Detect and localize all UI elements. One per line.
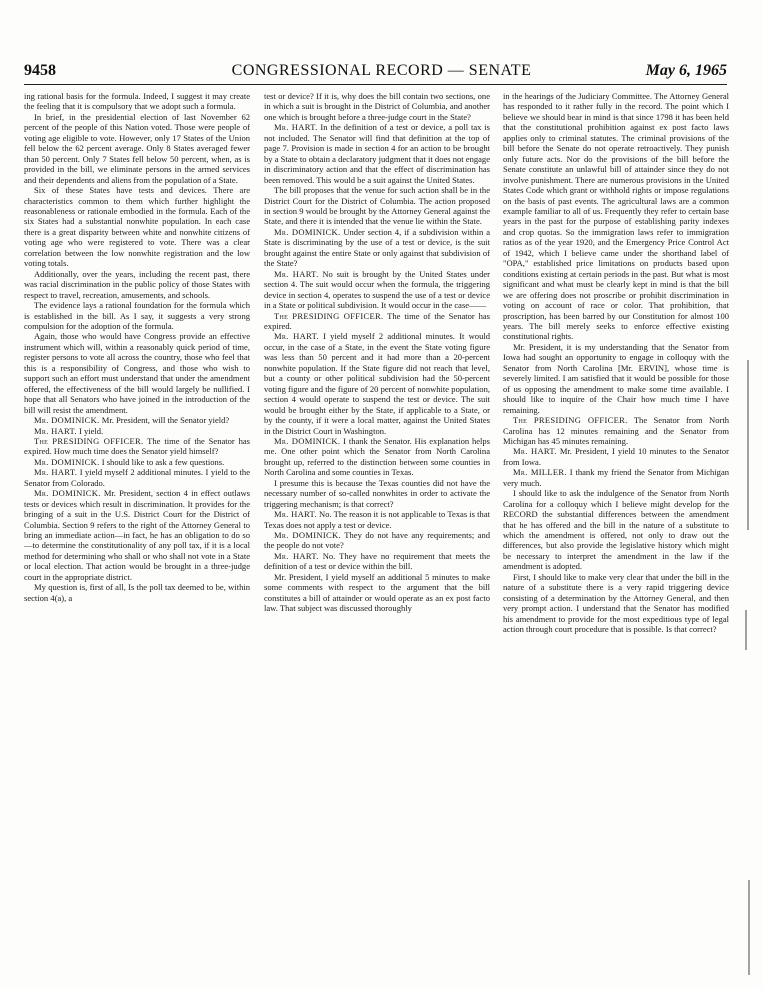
paragraph-text: The time of the Senator has expired.	[264, 310, 490, 331]
paragraph	[503, 446, 729, 467]
paragraph	[264, 311, 490, 332]
paragraph-text: I presume this is because the Texas counties did not have the necessary number of so-called nonwhites in order to activate the triggering mechanism; is that correct?	[264, 477, 490, 509]
paragraph-text: First, I should like to make very clear that under the bill in the nature of a substitute there is a very rapid triggering device consisting of a determination by the Attorney General, and then very prompt action. I understand that the Senator has modified his amendment to provide for the most expeditious type of legal action through court procedure that is possible. Is that correct?	[503, 571, 729, 635]
paragraph	[264, 551, 490, 572]
paragraph-text: Mr. President, I yield myself an additional 5 minutes to make some comments with respect to the argument that the bill constitutes a bill of attainder or would operate as an ex post facto law. That subject was discussed thoroughly	[264, 571, 490, 614]
speaker-name: Mr. DOMINICK.	[34, 456, 100, 467]
paragraph-text: No. The reason it is not applicable to Texas is that Texas does not apply a test or device.	[264, 509, 490, 530]
paragraph	[503, 415, 729, 446]
paragraph-text: In the definition of a test or device, a poll tax is not included. The Senator will find that definition at the top of page 7. Provision is made in section 4 for an action to be brought by a State to obtain a declaratory judgment that it does not engage in discriminatory action and that the effect of discrimination has been removed. This would be a suit against the United States.	[264, 122, 490, 185]
paragraph	[264, 436, 490, 478]
paragraph	[264, 478, 490, 509]
scan-mark	[745, 610, 747, 650]
paragraph	[24, 331, 250, 415]
paragraph	[24, 436, 250, 457]
margin-scan-marks	[741, 360, 755, 980]
paragraph	[264, 227, 490, 269]
paragraph	[24, 300, 250, 331]
speaker-name: Mr. HART.	[274, 509, 317, 520]
paragraph	[24, 467, 250, 488]
paragraph	[24, 488, 250, 582]
paragraph-text: Mr. President, I yield 10 minutes to the Senator from Iowa.	[503, 446, 729, 467]
speaker-name: Mr. MILLER.	[513, 467, 567, 478]
paragraph	[264, 572, 490, 614]
text-column-2	[264, 91, 490, 971]
paragraph	[24, 112, 250, 185]
paragraph	[24, 415, 250, 425]
text-column-1	[24, 91, 250, 971]
paragraph	[24, 269, 250, 300]
paragraph	[503, 467, 729, 488]
paragraph	[264, 509, 490, 530]
paragraph-text: They do not have any requirements; and the people do not vote?	[264, 530, 490, 551]
paragraph	[503, 572, 729, 635]
paragraph-text: The Senator from North Carolina has 12 minutes remaining and the Senator from Michigan has 45 minutes remaining.	[503, 415, 729, 446]
paragraph	[503, 342, 729, 415]
paragraph-text: I yield.	[78, 425, 104, 436]
header-rule	[24, 84, 727, 85]
paragraph-text: My question is, first of all, Is the poll tax deemed to be, within section 4(a), a	[24, 582, 250, 603]
paragraph-text: ing rational basis for the formula. Indeed, I suggest it may create the feeling that it is compulsory that we adopt such a formula.	[24, 91, 250, 112]
text-column-3	[503, 91, 729, 971]
paragraph-text: Six of these States have tests and devices. There are characteristics common to them which further highlight the reasonableness or rationale embodied in the formula. Each of the six States had a substantial nonwhite population. In each case there is a great disparity between white and nonwhite citizens of voting age who were registered to vote. There was a clear correlation between the low nonwhite registration and the low voting totals.	[24, 185, 250, 269]
speaker-name: Mr. HART.	[274, 331, 319, 342]
paragraph-text: I yield myself 2 additional minutes. It would occur, in the case of a State, in the event the State voting figure was less than 50 percent and it had more than a 20-percent nonwhite population. If the State figure did not reach that level, but a county or other political subdivision had the 50-percent voting figure and the figure of 20 percent of nonwhite population, section 4 would operate to suspend the test or device. The suit would be brought either by the State, if applicable to a State, or by the county, if it were a local matter, against the United States in the District Court in Washington.	[264, 331, 490, 436]
paragraph-text: The time of the Senator has expired. How much time does the Senator yield himself?	[24, 435, 250, 457]
paragraph-text: Again, those who would have Congress provide an effective instrument which will, within a reasonably quick period of time, register persons to vote all across the country, those who feel that this is a responsibility of Congress, and those who wish to support such an effort must understand that under the amendment offered, the effectiveness of the bill would largely be nullified. I hope that all Senators who have joined in the introduction of the bill will resist the amendment.	[24, 331, 250, 415]
speaker-name: Mr. HART.	[34, 425, 77, 436]
paragraph-text: test or device? If it is, why does the bill contain two sections, one in which a suit is brought in the District of Columbia, and another one which is brought before a three-judge court in the State?	[264, 91, 490, 122]
paragraph-text: The bill proposes that the venue for such action shall be in the District Court for the District of Columbia. The action proposed in section 9 would be brought by the Attorney General against the State, and there it is intended that the venue lie within the State.	[264, 185, 490, 227]
paragraph-text: No. They have no requirement that meets the definition of a test or device within the bill.	[264, 550, 490, 572]
speaker-name: Mr. DOMINICK.	[34, 488, 101, 499]
speaker-name: Mr. DOMINICK.	[34, 415, 100, 426]
speaker-name: Mr. HART.	[274, 268, 319, 279]
speaker-name: Mr. HART.	[274, 122, 318, 133]
paragraph	[24, 426, 250, 436]
paragraph	[24, 185, 250, 269]
paragraph-text: I should like to ask a few questions.	[101, 456, 225, 467]
paragraph-text: Mr. President, section 4 in effect outlaws tests or devices which result in discrimination. It provides for the bringing of a suit in the U.S. District Court for the District of Columbia. Section 9 refers to the right of the Attorney General to bring an immediate action—in fact, he has an obligation to do so—to determine the constitutionality of any poll tax, if it is a local method for determining who shall or who shall not vote in a State or local election. That action would be brought in a three-judge court in the appropriate district.	[24, 488, 250, 582]
speaker-name: Mr. HART.	[274, 550, 319, 561]
paragraph	[264, 91, 490, 122]
speaker-name: Mr. HART.	[513, 446, 557, 457]
running-head	[0, 62, 763, 86]
scan-mark	[747, 360, 749, 530]
speaker-name: Mr. DOMINICK.	[274, 226, 341, 237]
speaker-name: The PRESIDING OFFICER.	[34, 435, 144, 446]
paragraph	[264, 269, 490, 311]
speaker-name: Mr. HART.	[34, 467, 78, 478]
paragraph-text: In brief, in the presidential election of last November 62 percent of the people of this Nation voted. Those were people of voting age eligible to vote. However, only 17 States of the Union fell below the 62 percent average. Only 8 States averaged fewer than 50 percent. Only 7 States fell below 50 percent, when, as is provided in the bill, we eliminate persons in the armed services and their dependents and aliens from the population of a State.	[24, 111, 250, 185]
paragraph	[264, 122, 490, 185]
paragraph-text: Mr. President, will the Senator yield?	[101, 415, 230, 426]
paragraph	[264, 530, 490, 551]
paragraph-text: in the hearings of the Judiciary Committee. The Attorney General has responded to it rather fully in the record. The point which I believe we should bear in mind is that since 1798 it has been held that the constitutional prohibition against ex post facto laws applies only to criminal statutes. The criminal provisions of the bill before the Senate do not operate retroactively. They punish only future acts. Nor do the provisions of the bill before the Senate constitute an unlawful bill of attainder since they do not involve punishment. There are numerous provisions in the United States Code which grant or withhold rights or impose regulations on the basis of past events. The agricultural laws are a common example familiar to all of us. Frequently they refer to certain base years in the past for the purpose of establishing parity indexes and crop quotas. So the immigration laws refer to immigration ratios as of the year 1920, and the Emergency Price Control Act of 1942, which I believe came under the shorthand label of "OPA," established price limitations on products based upon conditions existing at certain periods in the past. But what is most significant and what must be clearly kept in mind is that the bill we are offering does not proscribe or prohibit discrimination in voting on account of race or color. That prohibition, that proscription, has been barred by our Constitution for almost 100 years. The bill merely seeks to enforce effective existing constitutional rights.	[503, 91, 729, 342]
paragraph-text: I yield myself 2 additional minutes. I yield to the Senator from Colorado.	[24, 467, 250, 488]
paragraph	[24, 91, 250, 112]
paragraph-text: I thank my friend the Senator from Michigan very much.	[503, 467, 729, 488]
speaker-name: Mr. DOMINICK.	[274, 435, 341, 446]
paragraph	[264, 331, 490, 436]
paragraph-text: I thank the Senator. His explanation helps me. One other point which the Senator from North Carolina brought up, referred to the distinction between some counties in North Carolina and some counties in Texas.	[264, 435, 490, 478]
paragraph	[503, 91, 729, 342]
paragraph-text: I should like to ask the indulgence of the Senator from North Carolina for a colloquy which I believe might develop for the RECORD the substantial differences between the amendment that he has offered and the bill in the nature of a substitute to which the amendment is offered, not only to draw out the differences, but also provide the legislative history which might be necessary to interpret the amendment in the law if the amendment is adopted.	[503, 488, 729, 572]
paragraph-text: The evidence lays a rational foundation for the formula which is established in the bill. As I say, it suggests a very strong compulsion for the adoption of the formula.	[24, 300, 250, 331]
paragraph-text: No suit is brought by the United States under section 4. The suit would occur when the formula, the triggering device in section 4, operates to suspend the use of a test or device in a State or political subdivision. It would occur in the case——	[264, 268, 490, 311]
paragraph-text: Additionally, over the years, including the recent past, there was racial discrimination in the public policy of those States with respect to travel, recreation, amusements, and schools.	[24, 268, 250, 300]
issue-date: May 6, 1965	[645, 62, 727, 79]
paragraph	[264, 185, 490, 227]
journal-title: CONGRESSIONAL RECORD — SENATE	[231, 62, 532, 79]
speaker-name: The PRESIDING OFFICER.	[274, 310, 384, 321]
paragraph	[24, 582, 250, 603]
page-number: 9458	[24, 62, 56, 79]
paragraph	[24, 457, 250, 467]
paragraph	[503, 488, 729, 572]
speaker-name: The PRESIDING OFFICER.	[513, 415, 628, 426]
paragraph-text: Under section 4, if a subdivision within a State is discriminating by the use of a test or device, is the suit brought against the entire State or only against that subdivision of the State?	[264, 226, 490, 269]
speaker-name: Mr. DOMINICK.	[274, 530, 341, 541]
scan-mark	[748, 880, 750, 975]
paragraph-text: Mr. President, it is my understanding that the Senator from Iowa had sought an opportunity to engage in colloquy with the Senator from North Carolina [Mr. ERVIN], whose time is severely limited. I am satisfied that it would be possible for those of us opposing the amendment to make some time available. I should like to inquire of the Chair how much time I have remaining.	[503, 341, 729, 415]
